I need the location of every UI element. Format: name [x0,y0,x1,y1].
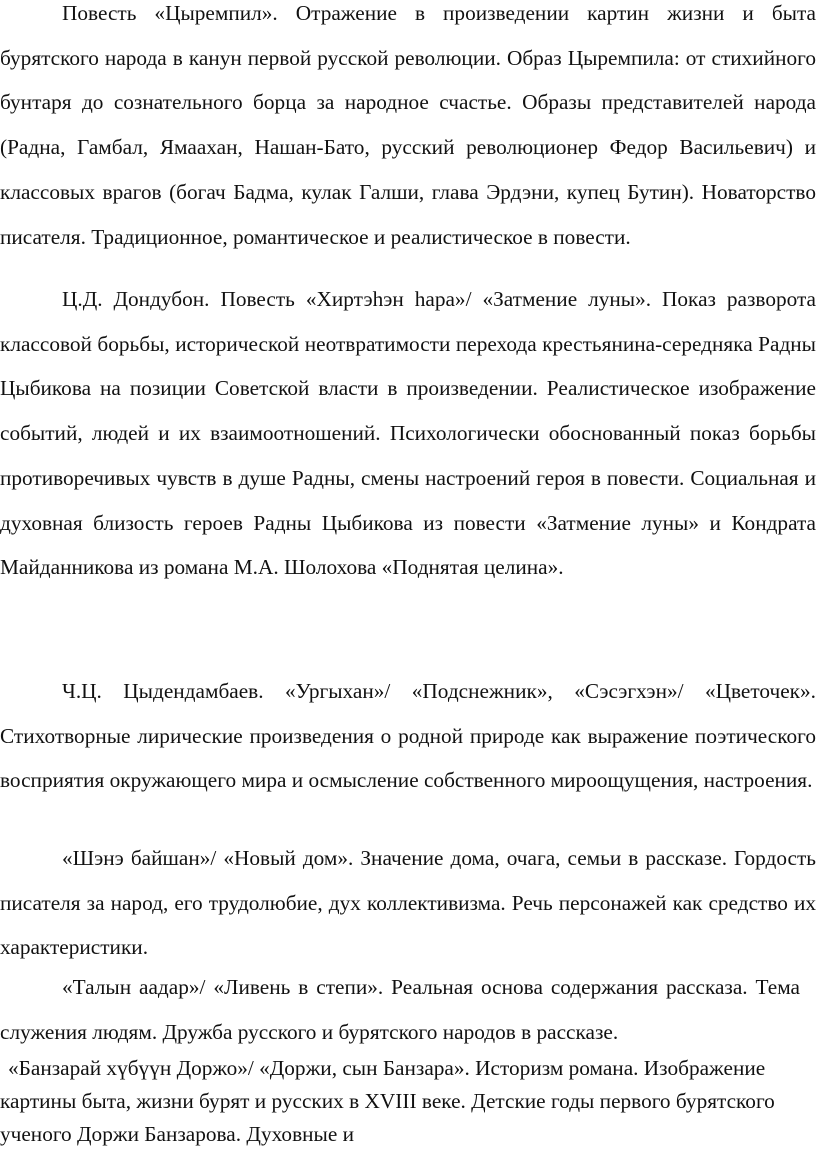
paragraph-rain-in-steppe: «Талын аадар»/ «Ливень в степи». Реальная основа содержания рассказа. Тема служения людям. Дружба русского и бурятского народов в рассказе. [0,975,800,1044]
paragraph-dondubon: Ц.Д. Дондубон. Повесть «Хиртэһэн һара»/ «Затмение луны». Показ разворота классовой борьбы, исторической неотвратимости перехода крестьянина-середняка Радны Цыбикова на позиции Советской власти в произведении. Реалистическое изображение событий, людей и их взаимоотношений. Психологически обоснованный показ борьбы противоречивых чувств в душе Радны, смены настроений героя в повести. Социальная и духовная близость героев Радны Цыбикова из повести «Затмение луны» и Кондрата Майданникова из романа М.А. Шолохова «Поднятая целина». [0,287,816,580]
paragraph-tsyrempil: Повесть «Цыремпил». Отражение в произведении картин жизни и быта бурятского народа в канун первой русской революции. Образ Цыремпила: от стихийного бунтаря до сознательного борца за народное счастье. Образы представителей народа (Радна, Гамбал, Ямаахан, Нашан-Бато, русский революционер Федор Васильевич) и классовых врагов (богач Бадма, кулак Галши, глава Эрдэни, купец Бутин). Новаторство писателя. Традиционное, романтическое и реалистическое в повести. [0,1,816,249]
paragraph-dorzhi-banzarov: «Банзарай хүбүүн Доржо»/ «Доржи, сын Банзара». Историзм романа. Изображение картины быта, жизни бурят и русских в XVIII веке. Детские годы первого бурятского ученого Доржи Банзарова. Духовные и [0,1056,775,1146]
paragraph-new-house: «Шэнэ байшан»/ «Новый дом». Значение дома, очага, семьи в рассказе. Гордость писателя за народ, его трудолюбие, дух коллективизма. Речь персонажей как средство их характеристики. [0,846,816,960]
paragraph-tsydendambaev: Ч.Ц. Цыдендамбаев. «Ургыхан»/ «Подснежник», «Сэсэгхэн»/ «Цветочек». Стихотворные лирические произведения о родной природе как выражение поэтического восприятия окружающего мира и осмысление собственного мироощущения, настроения. [0,679,816,793]
